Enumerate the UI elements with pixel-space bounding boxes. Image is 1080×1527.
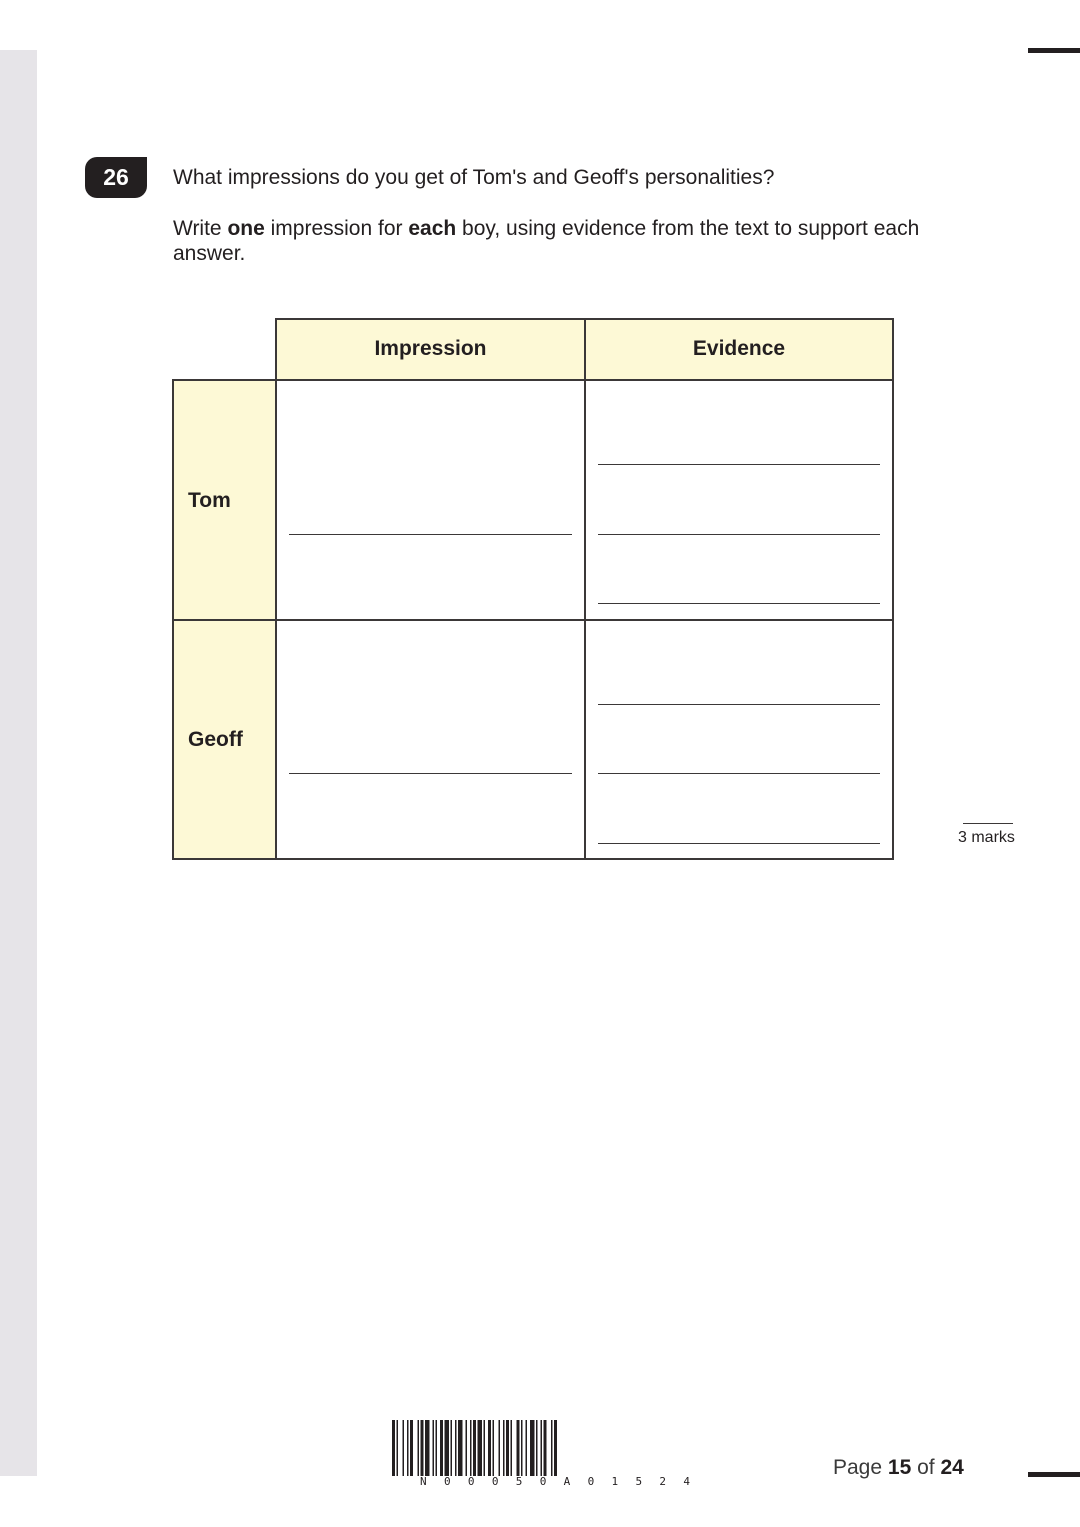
row-header-geoff: Geoff [172,619,277,860]
corner-mark-top [1028,48,1080,53]
question-instruction [173,216,933,266]
barcode-digit: 5 [515,1475,523,1488]
answer-line[interactable] [598,603,880,604]
answer-line[interactable] [598,464,880,465]
answer-line[interactable] [289,773,572,774]
instruction-part: Write [173,217,228,240]
barcode-digit: 0 [443,1475,451,1488]
corner-mark-bottom [1028,1472,1080,1477]
tom-evidence-cell[interactable] [584,379,894,621]
barcode-digits [420,1475,690,1488]
barcode-digit: 0 [587,1475,595,1488]
answer-line[interactable] [598,704,880,705]
tom-impression-cell[interactable] [275,379,586,621]
instruction-emphasis-each: each [408,217,457,240]
page-number: Page 15 of 24 [833,1456,964,1479]
barcode-digit: 1 [611,1475,619,1488]
barcode-digit: 2 [659,1475,666,1488]
barcode-digit: 0 [467,1475,475,1488]
barcode [392,1420,712,1476]
answer-line[interactable] [289,534,572,535]
instruction-part: impression for [264,217,409,240]
barcode-digit: 5 [635,1475,643,1488]
instruction-emphasis-one: one [227,217,265,240]
instruction-part: boy, using evidence from the text to support each answer. [173,217,920,265]
answer-line[interactable] [598,534,880,535]
question-text: What impressions do you get of Tom's and Geoff's personalities? [173,166,775,189]
marks-box-line [963,823,1013,824]
barcode-digit: 0 [539,1475,547,1488]
barcode-digit: N [420,1475,427,1488]
marks-label: 3 marks [958,829,1015,846]
margin-strip [0,50,37,1476]
row-header-tom: Tom [172,379,277,621]
barcode-digit: 4 [683,1475,690,1488]
barcode-digit: 0 [491,1475,499,1488]
barcode-digit: A [563,1475,571,1488]
question-number-badge: 26 [85,157,147,198]
geoff-evidence-cell[interactable] [584,619,894,860]
column-header-impression: Impression [275,318,586,381]
answer-line[interactable] [598,773,880,774]
column-header-evidence: Evidence [584,318,894,381]
answer-line[interactable] [598,843,880,844]
geoff-impression-cell[interactable] [275,619,586,860]
